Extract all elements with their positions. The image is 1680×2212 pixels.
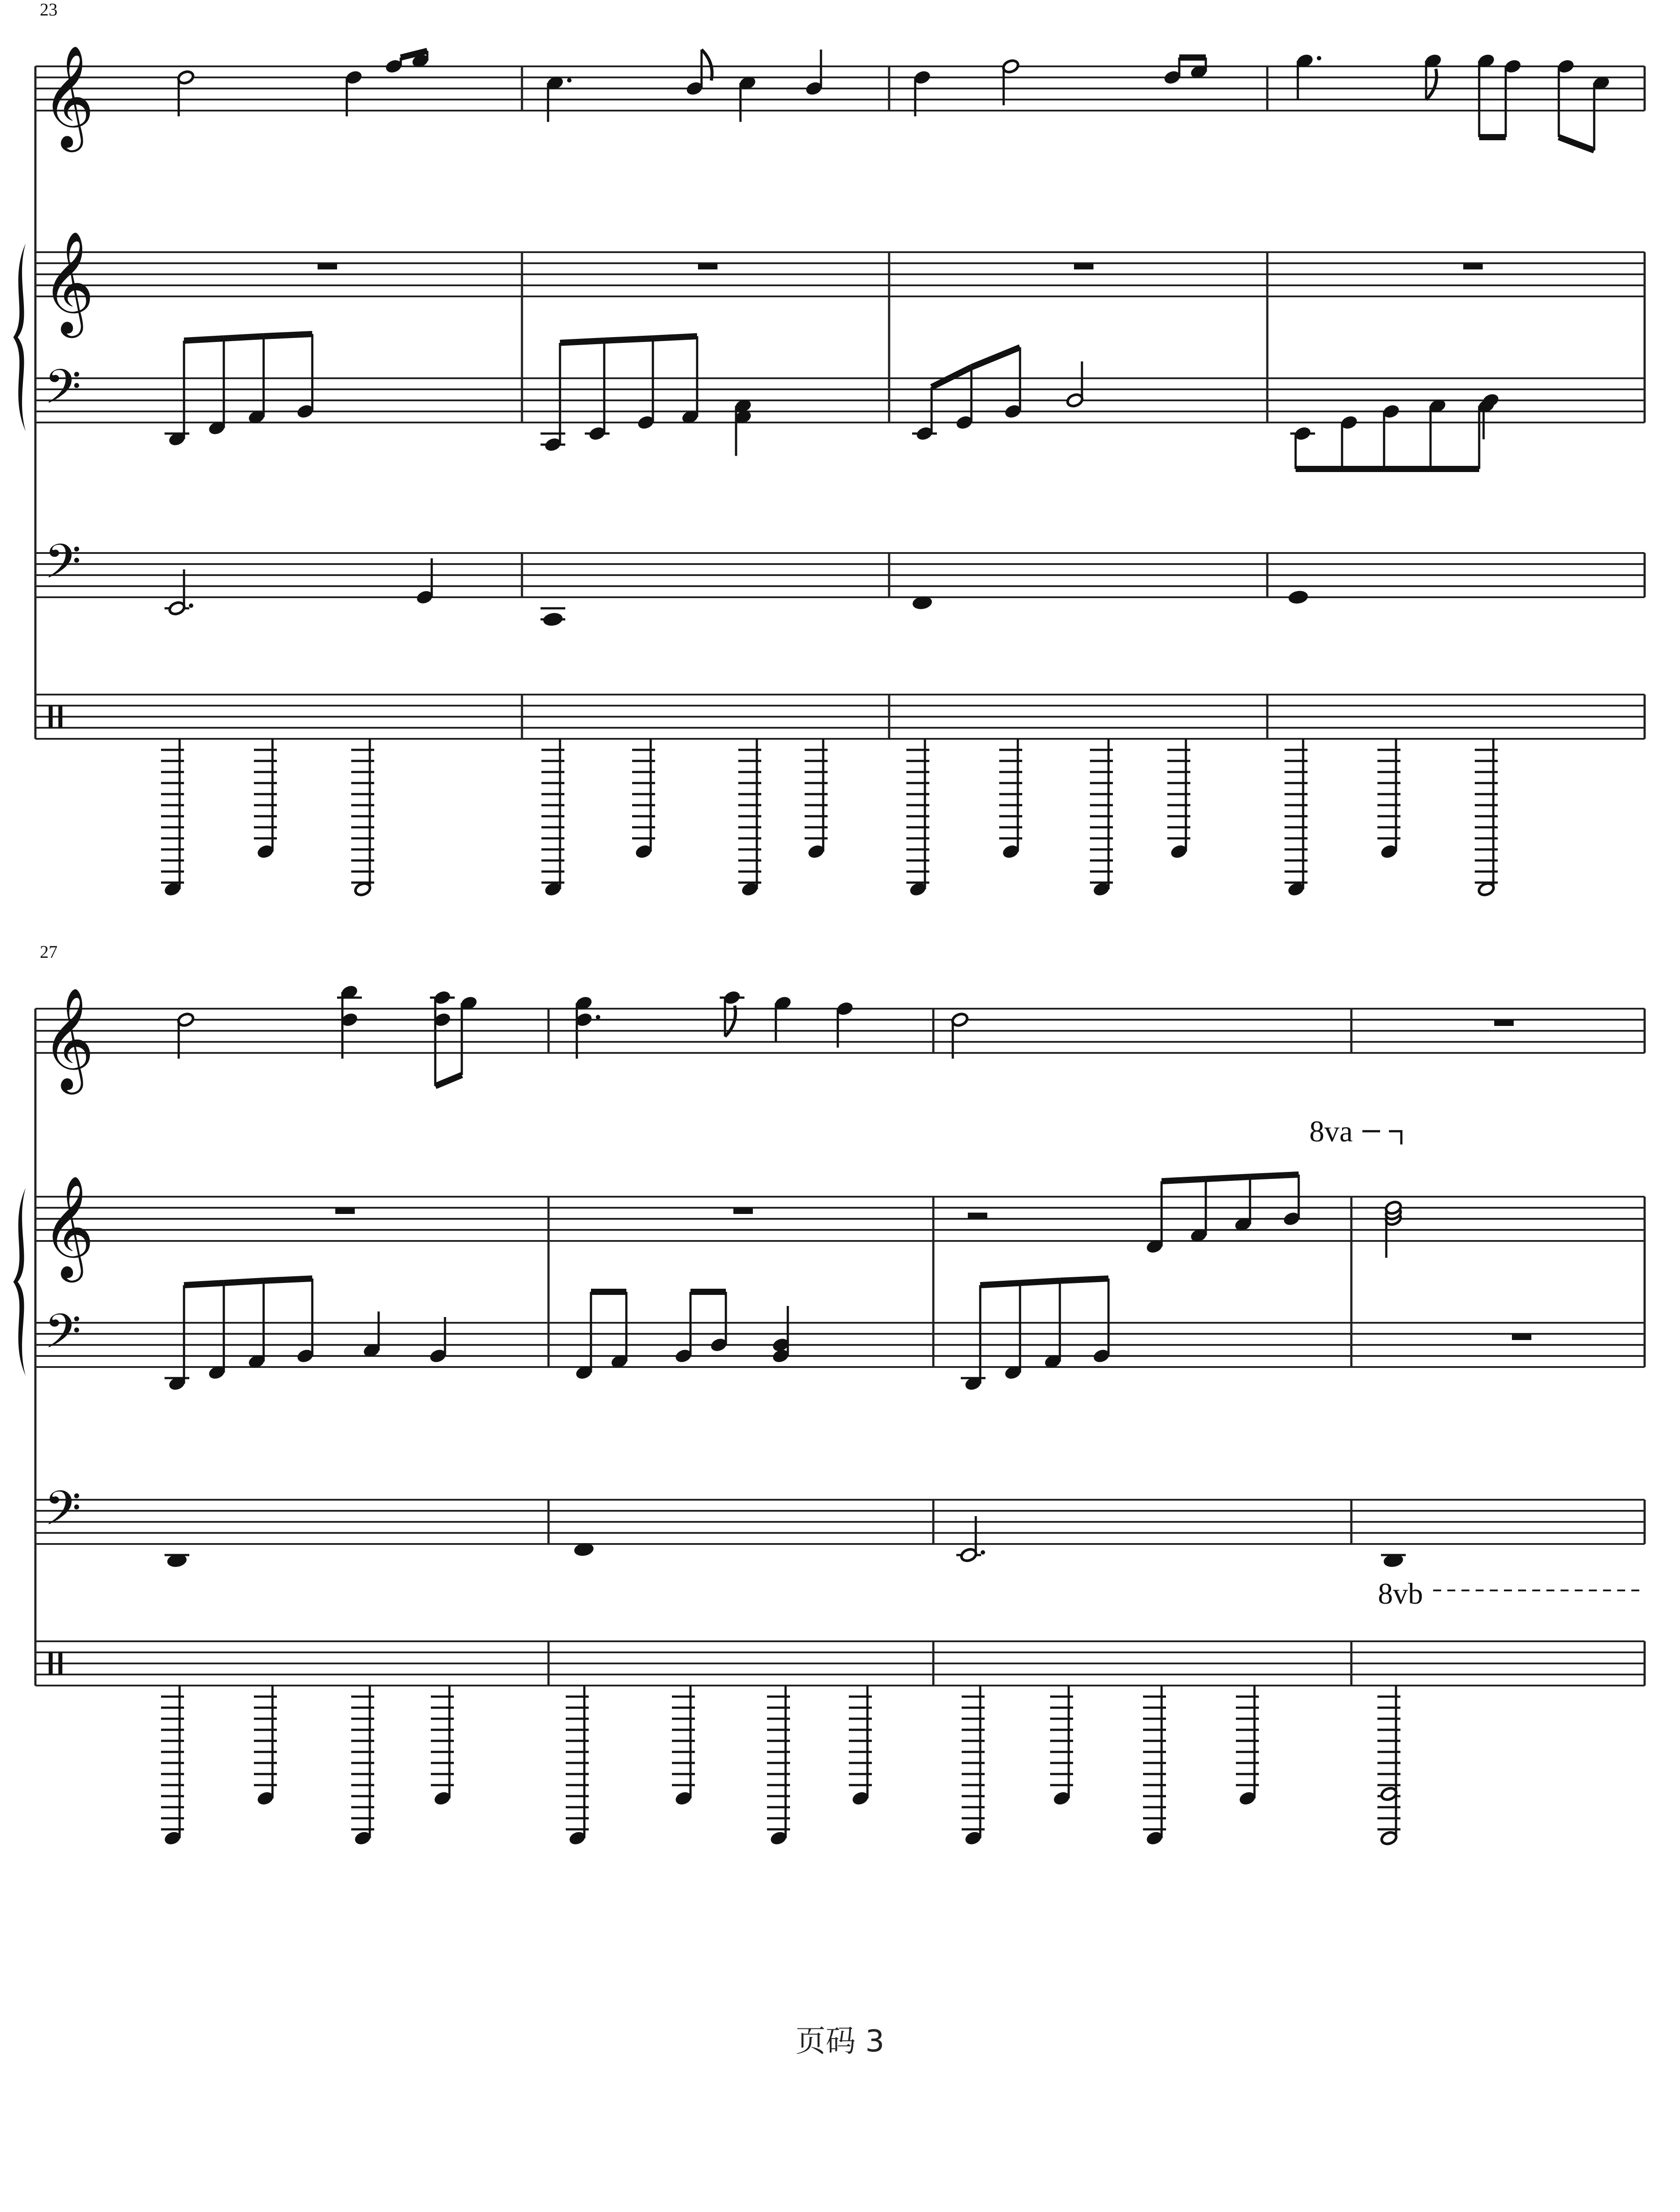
beam	[560, 341, 604, 343]
beam	[224, 336, 264, 338]
bass-clef-icon: 𝄢	[44, 1303, 81, 1371]
percussion-staff	[35, 1641, 1645, 1686]
beam	[1020, 1281, 1060, 1283]
piano-left-staff	[35, 378, 1645, 422]
treble-clef-icon: 𝄞	[42, 45, 95, 148]
beam	[264, 1279, 312, 1281]
whole-rest-icon	[733, 1208, 753, 1214]
page-number: 页码 3	[795, 2024, 885, 2059]
beam	[184, 338, 224, 341]
voice-staff	[35, 1009, 1645, 1053]
measure-number: 23	[40, 0, 58, 19]
whole-rest-icon	[1494, 1020, 1514, 1026]
beam	[264, 334, 312, 336]
flag	[702, 50, 712, 81]
beam	[1206, 1177, 1250, 1179]
measure-number: 27	[40, 942, 58, 962]
flag	[1426, 69, 1437, 100]
bass-staff	[35, 1500, 1645, 1544]
notehead	[543, 612, 563, 627]
percussion-clef-icon	[49, 706, 53, 728]
beam	[224, 1281, 264, 1283]
percussion-clef-icon	[49, 1652, 53, 1674]
dot	[189, 603, 193, 608]
half-rest-icon	[968, 1213, 987, 1219]
bass-clef-icon: 𝄢	[44, 1480, 81, 1548]
whole-rest-icon	[1074, 263, 1093, 269]
dot	[596, 1015, 600, 1019]
beam	[980, 1283, 1020, 1285]
beam	[932, 367, 971, 387]
system-2	[13, 942, 1645, 1846]
treble-clef-icon: 𝄞	[42, 987, 95, 1090]
percussion-staff	[35, 695, 1645, 739]
piano-left-staff	[35, 1323, 1645, 1367]
brace-icon	[13, 1188, 26, 1376]
beam	[653, 336, 697, 338]
beam	[1250, 1175, 1299, 1177]
beam	[435, 1075, 462, 1086]
beam	[971, 347, 1020, 367]
system-1	[13, 0, 1645, 897]
bass-staff	[35, 553, 1645, 597]
beam	[184, 1283, 224, 1285]
dot	[1317, 56, 1321, 61]
octava-upper: 8va	[1309, 1114, 1353, 1148]
percussion-clef-icon	[58, 1652, 62, 1674]
octava-bracket	[1362, 1131, 1401, 1144]
piano-right-staff	[35, 1197, 1645, 1241]
beam	[604, 338, 653, 341]
piano-right-staff	[35, 252, 1645, 296]
whole-rest-icon	[318, 263, 337, 269]
beam	[1060, 1279, 1108, 1281]
percussion-clef-icon	[58, 706, 62, 728]
dot	[981, 1550, 985, 1555]
bass-clef-icon: 𝄢	[44, 534, 81, 601]
whole-rest-icon	[1463, 263, 1483, 269]
beam	[1559, 137, 1594, 150]
whole-rest-icon	[698, 263, 717, 269]
beam	[1162, 1179, 1206, 1181]
treble-clef-icon: 𝄞	[42, 230, 95, 334]
treble-clef-icon: 𝄞	[42, 1175, 95, 1278]
voice-staff	[35, 66, 1645, 111]
dot	[567, 78, 572, 83]
whole-rest-icon	[1512, 1334, 1531, 1340]
notehead	[1288, 590, 1308, 605]
bass-clef-icon: 𝄢	[44, 359, 81, 426]
octava-lower: 8vb	[1378, 1577, 1423, 1610]
brace-icon	[13, 243, 26, 431]
flag	[725, 1006, 736, 1037]
whole-rest-icon	[335, 1208, 355, 1214]
